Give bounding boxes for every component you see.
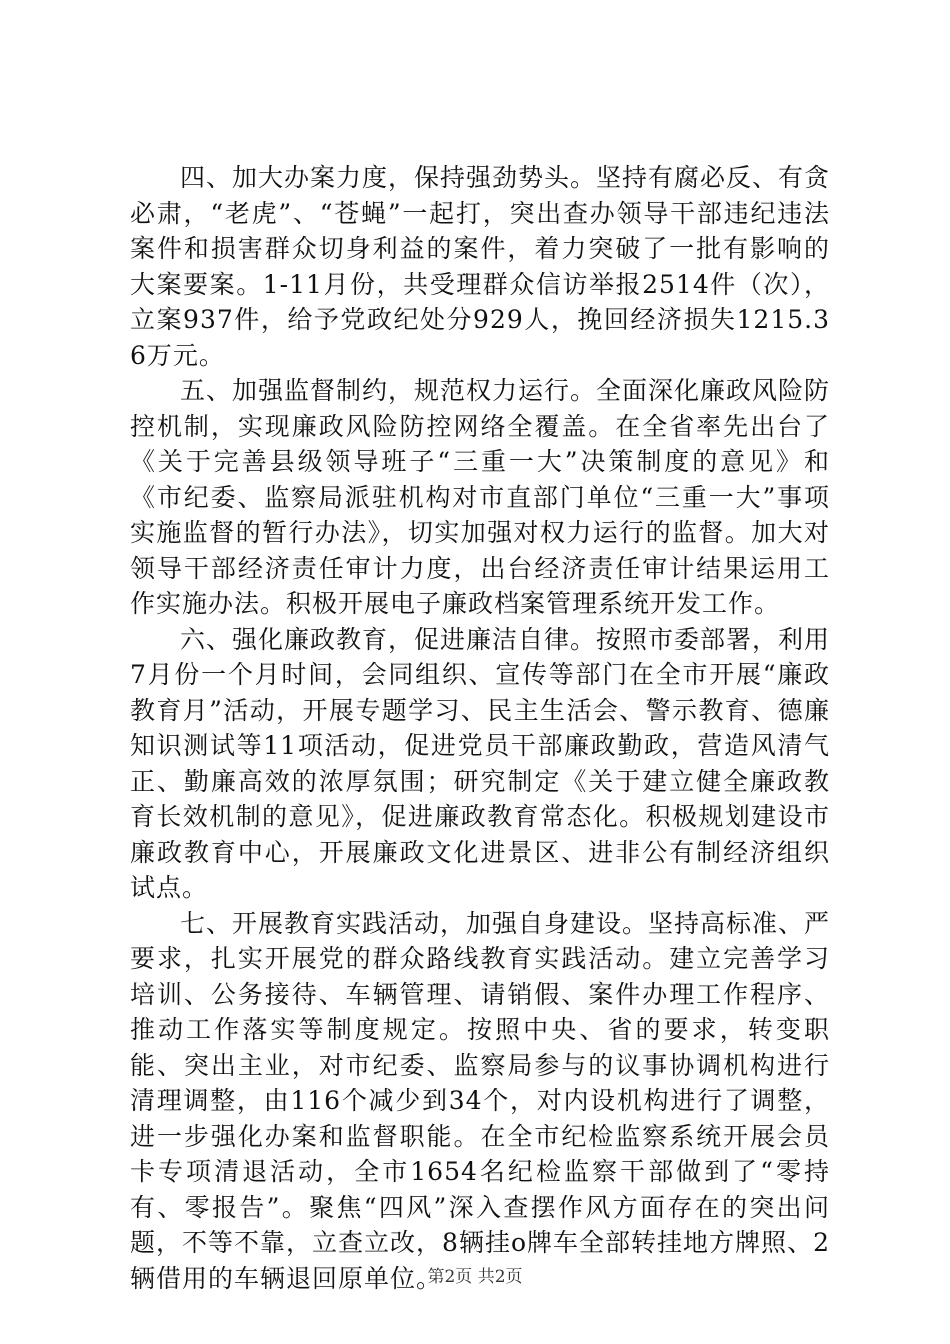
paragraph-section-5: 五、加强监督制约，规范权力运行。全面深化廉政风险防控机制，实现廉政风险防控网络全覆盖。在全省率先出台了《关于完善县级领导班子“三重一大”决策制度的意见》和《市纪委、监察局派驻机构对市直部门单位“三重一大”事项实施监督的暂行办法》，切实加强对权力运行的监督。加大对领导干部经济责任审计力度，出台经济责任审计结果运用工作实施办法。积极开展电子廉政档案管理系统开发工作。 xyxy=(130,376,831,618)
paragraph-section-6: 六、强化廉政教育，促进廉洁自律。按照市委部署，利用7月份一个月时间，会同组织、宣传等部门在全市开展“廉政教育月”活动，开展专题学习、民主生活会、警示教育、德廉知识测试等11项活动，促进党员干部廉政勤政，营造风清气正、勤廉高效的浓厚氛围；研究制定《关于建立健全廉政教育长效机制的意见》，促进廉政教育常态化。积极规划建设市廉政教育中心，开展廉政文化进景区、进非公有制经济组织试点。 xyxy=(130,624,831,902)
page-number-footer: 第2页 共2页 xyxy=(427,1267,523,1287)
paragraph-section-7: 七、开展教育实践活动，加强自身建设。坚持高标准、严要求，扎实开展党的群众路线教育实践活动。建立完善学习培训、公务接待、车辆管理、请销假、案件办理工作程序、推动工作落实等制度规定。按照中央、省的要求，转变职能、突出主业，对市纪委、监察局参与的议事协调机构进行清理调整，由116个减少到34个，对内设机构进行了调整，进一步强化办案和监督职能。在全市纪检监察系统开展会员卡专项清退活动，全市1654名纪检监察干部做到了“零持有、零报告”。聚焦“四风”深入查摆作风方面存在的突出问题，不等不靠，立查立改，8辆挂o牌车全部转挂地方牌照、2辆借用的车辆退回原单位。 xyxy=(130,908,831,1293)
document-body xyxy=(130,160,830,1296)
paragraph-section-4: 四、加大办案力度，保持强劲势头。坚持有腐必反、有贪必肃，“老虎”、“苍蝇”一起打，突出查办领导干部违纪违法案件和损害群众切身利益的案件，着力突破了一批有影响的大案要案。1-11月份，共受理群众信访举报2514件（次），立案937件，给予党政纪处分929人，挽回经济损失1215.36万元。 xyxy=(130,163,831,370)
